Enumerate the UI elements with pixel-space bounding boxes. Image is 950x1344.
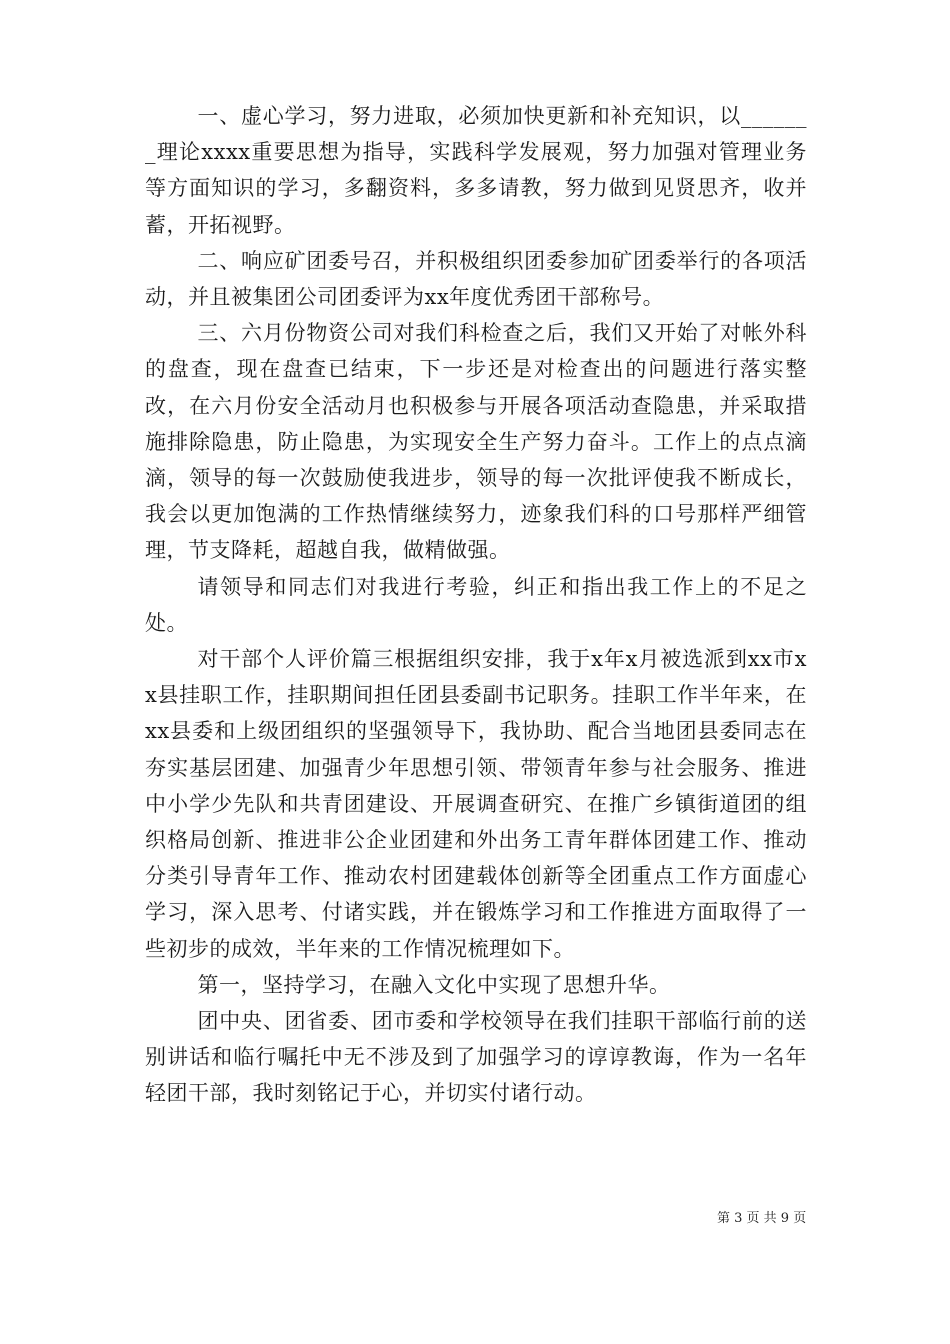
paragraph-inspection: 三、六月份物资公司对我们科检查之后，我们又开始了对帐外科的盘查，现在盘查已结束，下一步还是对检查出的问题进行落实整改，在六月份安全活动月也积极参与开展各项活动查隐患，并采取措施排除隐患，防止隐患，为实现安全生产努力奋斗。工作上的点点滴滴，领导的每一次鼓励使我进步，领导的每一次批评使我不断成长，我会以更加饱满的工作热情继续努力，迹象我们科的口号那样严细管理，节支降耗，超越自我，做精做强。 [145,321,807,563]
document-body [145,98,807,1112]
paragraph-request-feedback: 请领导和同志们对我进行考验，纠正和指出我工作上的不足之处。 [145,574,807,635]
paragraph-study: 一、虚心学习，努力进取，必须加快更新和补充知识，以_______理论xxxx重要思想为指导，实践科学发展观，努力加强对管理业务等方面知识的学习，多翻资料，多多请教，努力做到见贤思齐，收并蓄，开拓视野。 [145,104,807,237]
page-number-footer: 第 3 页 共 9 页 [717,1211,807,1226]
paragraph-league-activities: 二、响应矿团委号召，并积极组织团委参加矿团委举行的各项活动，并且被集团公司团委评为xx年度优秀团干部称号。 [145,248,807,310]
paragraph-first-point: 第一，坚持学习，在融入文化中实现了思想升华。 [197,972,671,997]
paragraph-leadership-guidance: 团中央、团省委、团市委和学校领导在我们挂职干部临行前的送别讲话和临行嘱托中无不涉及到了加强学习的谆谆教诲，作为一名年轻团干部，我时刻铭记于心，并切实付诸行动。 [145,1009,807,1106]
paragraph-cadre-evaluation: 对干部个人评价篇三根据组织安排，我于x年x月被选派到xx市xx县挂职工作，挂职期间担任团县委副书记职务。挂职工作半年来，在xx县委和上级团组织的坚强领导下，我协助、配合当地团县委同志在夯实基层团建、加强青少年思想引领、带领青年参与社会服务、推进中小学少先队和共青团建设、开展调查研究、在推广乡镇街道团的组织格局创新、推进非公企业团建和外出务工青年群体团建工作、推动分类引导青年工作、推动农村团建载体创新等全团重点工作方面虚心学习，深入思考、付诸实践，并在锻炼学习和工作推进方面取得了一些初步的成效，半年来的工作情况梳理如下。 [145,647,807,961]
